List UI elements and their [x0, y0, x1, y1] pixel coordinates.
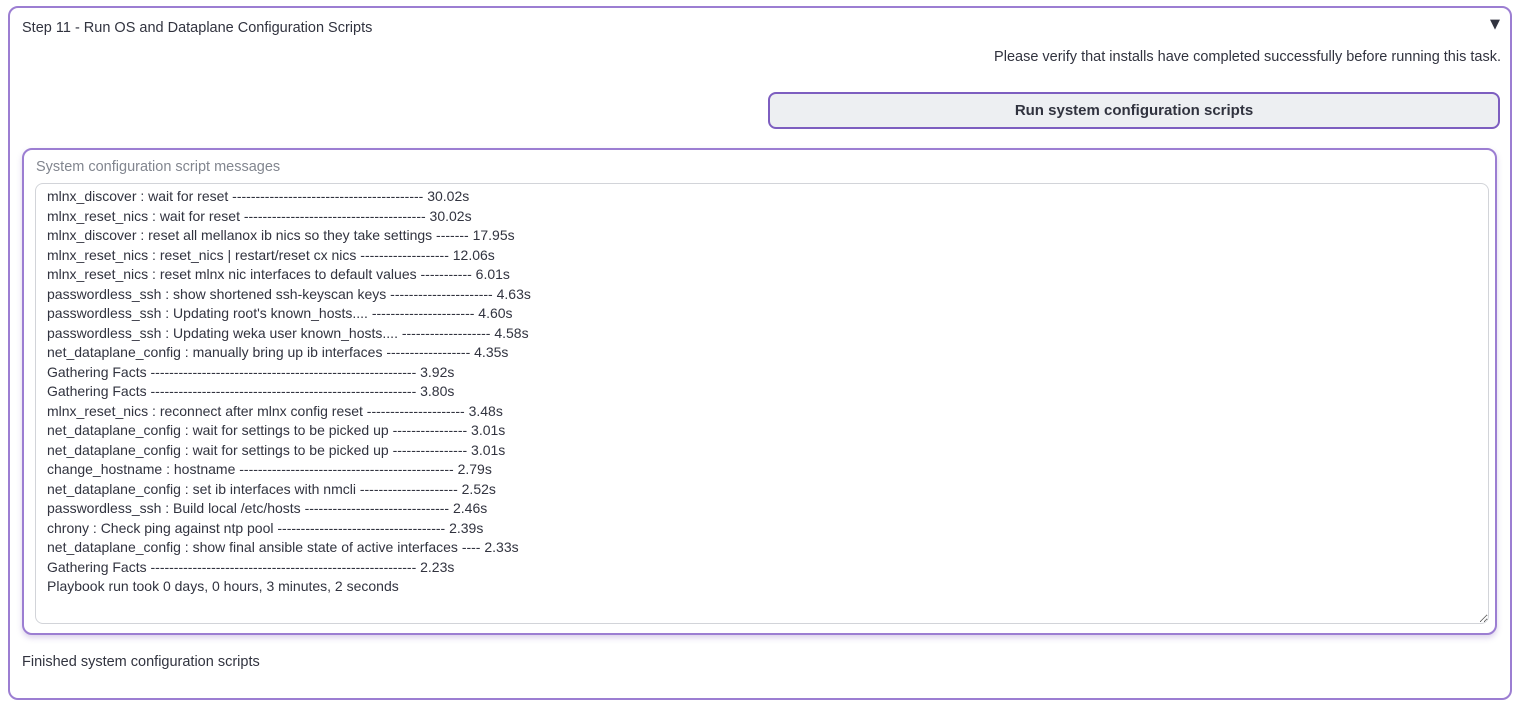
- collapse-chevron-icon[interactable]: ▼: [1490, 17, 1500, 32]
- step-title: Step 11 - Run OS and Dataplane Configuration Scripts: [22, 20, 373, 36]
- run-system-configuration-scripts-button[interactable]: Run system configuration scripts: [768, 92, 1500, 129]
- status-text: Finished system configuration scripts: [22, 654, 260, 670]
- messages-fieldset: [22, 148, 1497, 635]
- verify-notice: Please verify that installs have completed successfully before running this task.: [994, 49, 1501, 65]
- messages-fieldset-label: System configuration script messages: [36, 159, 281, 175]
- step-panel: [8, 6, 1512, 700]
- script-messages-textarea[interactable]: [35, 183, 1489, 624]
